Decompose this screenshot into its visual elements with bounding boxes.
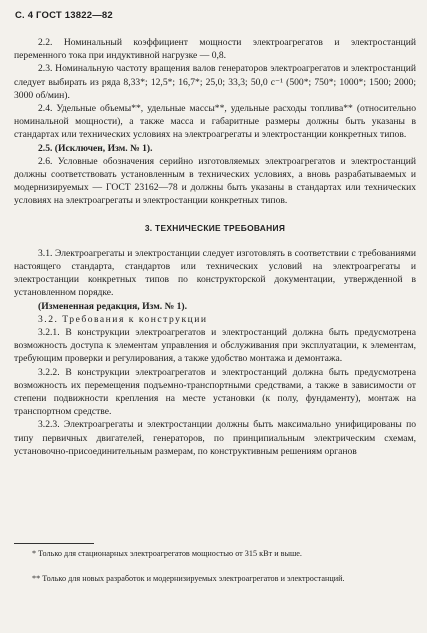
- paragraph-3-2-1: 3.2.1. В конструкции электроагрегатов и электростанций должна быть предусмотрена возможность доступа к элементам управления и обслуживания при эксплуатации, к элементам, требующим проверки и регулирования, а также удобство монтажа и демонтажа.: [14, 327, 416, 365]
- paragraph-2-5: 2.5. (Исключен, Изм. № 1).: [38, 142, 153, 154]
- page-header: С. 4 ГОСТ 13822—82: [15, 10, 113, 21]
- paragraph-3-2: 3.2. Требования к конструкции: [38, 313, 208, 325]
- document-body: [14, 36, 416, 458]
- paragraph-3-2-3: 3.2.3. Электроагрегаты и электростанции должны быть максимально унифицированы по типу первичных двигателей, генераторов, по принципиальным электрическим схемам, установочно-присоединительным размерам, по конструктивным решениям органов: [14, 419, 416, 457]
- section-title: 3. ТЕХНИЧЕСКИЕ ТРЕБОВАНИЯ: [144, 222, 286, 233]
- footnote-2: ** Только для новых разработок и модернизируемых электроагрегатов и электростанций.: [32, 574, 345, 583]
- amendment-note: (Измененная редакция, Изм. № 1).: [38, 300, 188, 312]
- paragraph-2-2: 2.2. Номинальный коэффициент мощности электроагрегатов и электростанций переменного тока при индуктивной нагрузке — 0,8.: [14, 37, 416, 62]
- paragraph-2-6: 2.6. Условные обозначения серийно изготовляемых электроагрегатов и электростанций должны соответствовать установленным в технических условиях, а вновь разрабатываемых и модернизируемых — ГОСТ 23162—78 и должны быть указаны в стандартах или технических условиях на электроагрегаты и электростанции конкретных типов.: [14, 155, 416, 207]
- paragraph-3-2-2: 3.2.2. В конструкции электроагрегатов и электростанций должна быть предусмотрена возможность их перемещения подъемно-транспортными средствами, а также в зависимости от степени подвижности крепления на месте установки (к полу, фундаменту), монтаж на транспортном средстве.: [14, 366, 416, 418]
- paragraph-3-1: 3.1. Электроагрегаты и электростанции следует изготовлять в соответствии с требованиями настоящего стандарта, стандартов или технических условий на электроагрегаты и электростанции конкретных типов по конструкторской документации, утвержденной в установленном порядке.: [14, 247, 416, 299]
- footnote-1: * Только для стационарных электроагрегатов мощностью от 315 кВт и выше.: [32, 549, 302, 558]
- paragraph-2-4: 2.4. Удельные объемы**, удельные массы**, удельные расходы топлива** (относительно номинальной мощности), а также масса и габаритные размеры должны быть указаны в стандартах или технических условиях на электроагрегаты и электростанции конкретных типов.: [14, 103, 416, 141]
- paragraph-2-3: 2.3. Номинальную частоту вращения валов генераторов электроагрегатов и электростанций следует выбирать из ряда 8,33*; 12,5*; 16,7*; 25,0; 33,3; 50,0 с⁻¹ (500*; 750*; 1000*; 1500; 2000; 3000 об/мин).: [14, 63, 416, 101]
- footnote-divider: [14, 543, 94, 544]
